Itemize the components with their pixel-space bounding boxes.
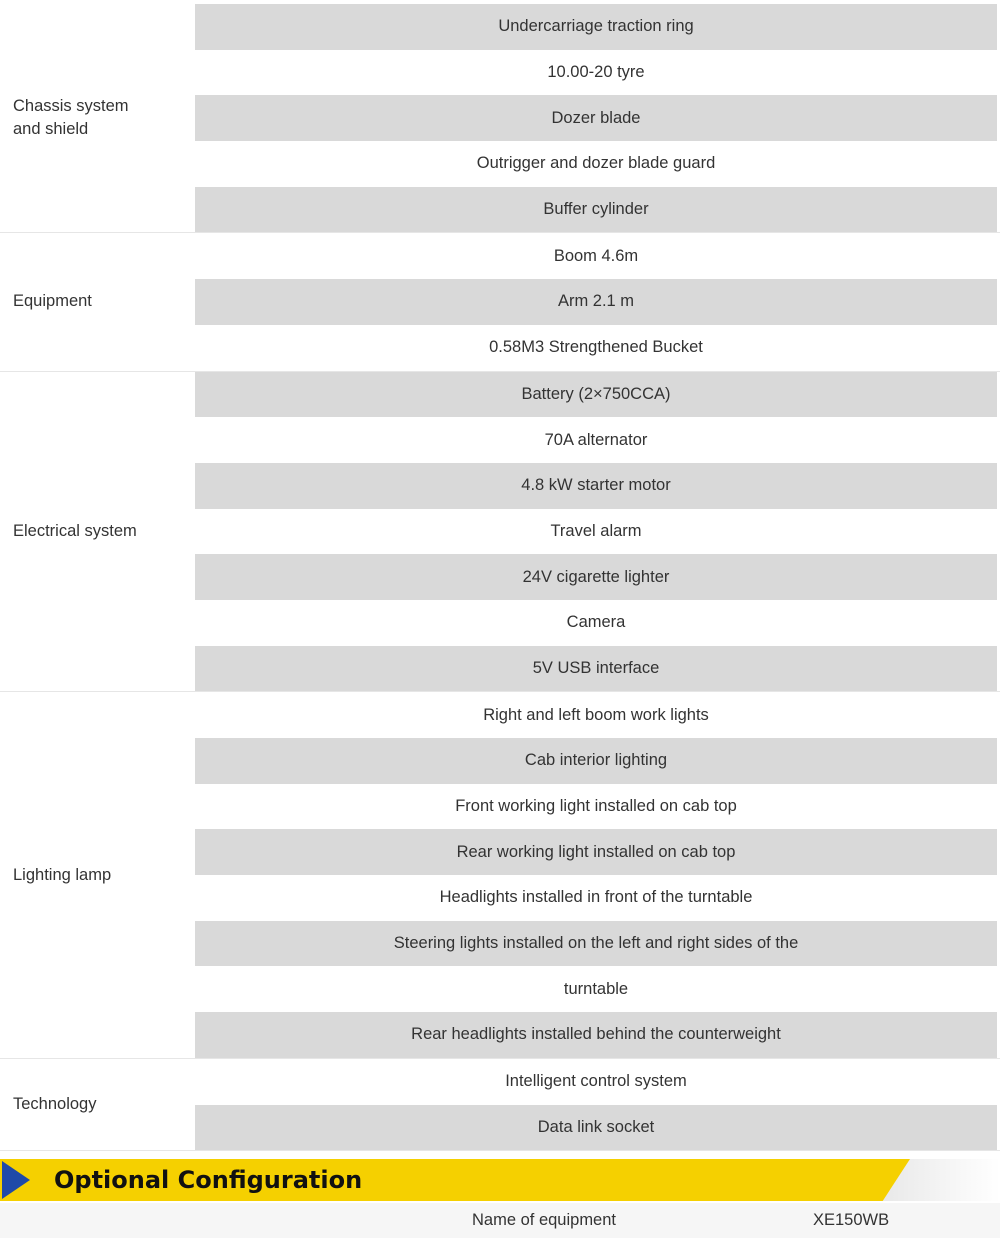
- category-label: Technology: [13, 1095, 97, 1113]
- spec-item: Data link socket: [195, 1105, 997, 1151]
- spec-item: 0.58M3 Strengthened Bucket: [489, 338, 703, 357]
- spec-item: Headlights installed in front of the turntable: [439, 888, 753, 907]
- spec-item: Dozer blade: [195, 95, 997, 141]
- spec-item: 70A alternator: [544, 430, 648, 449]
- spec-item: Battery (2×750CCA): [195, 372, 997, 418]
- spec-item: Arm 2.1 m: [195, 279, 997, 325]
- item-list: [195, 4, 1000, 232]
- spec-item: Rear headlights installed behind the counterweight: [195, 1012, 997, 1058]
- category-label: Electrical system: [13, 521, 137, 540]
- spec-item: Rear working light installed on cab top: [195, 829, 997, 875]
- arrow-right-icon: [2, 1161, 30, 1199]
- category-label: Lighting lamp: [13, 865, 112, 884]
- column-header-model: XE150WB: [813, 1211, 890, 1229]
- spec-group-electrical: [0, 372, 1000, 693]
- spec-item: Right and left boom work lights: [483, 705, 709, 724]
- spec-item: 10.00-20 tyre: [547, 63, 645, 82]
- item-list: [195, 692, 1000, 1058]
- spec-item: Steering lights installed on the left and right sides of the: [195, 921, 997, 967]
- item-list: [195, 1059, 1000, 1150]
- spec-group-chassis: [0, 4, 1000, 233]
- category-label: Chassis system and shield: [13, 97, 129, 139]
- item-list: [195, 233, 1000, 370]
- spec-table: [0, 4, 1000, 1151]
- spec-item: 5V USB interface: [195, 646, 997, 692]
- section-banner: [0, 1159, 1000, 1201]
- spec-group-equipment: [0, 233, 1000, 371]
- spec-item: turntable: [563, 979, 629, 998]
- column-header-equipment: Name of equipment: [472, 1211, 616, 1229]
- spec-item: Front working light installed on cab top: [455, 797, 737, 816]
- category-label: Equipment: [13, 292, 92, 311]
- spec-item: Cab interior lighting: [195, 738, 997, 784]
- spec-item: Travel alarm: [550, 521, 642, 540]
- item-list: [195, 372, 1000, 692]
- spec-item: Camera: [566, 613, 626, 632]
- spec-item: Buffer cylinder: [195, 187, 997, 233]
- spec-item: Intelligent control system: [505, 1072, 687, 1091]
- spec-item: 4.8 kW starter motor: [195, 463, 997, 509]
- spec-item: Outrigger and dozer blade guard: [476, 154, 716, 173]
- optional-table-header: [0, 1203, 1000, 1238]
- spec-group-lighting: [0, 692, 1000, 1059]
- section-title: Optional Configuration: [54, 1166, 363, 1194]
- spec-item: Undercarriage traction ring: [195, 4, 997, 50]
- spec-group-technology: [0, 1059, 1000, 1151]
- spec-item: Boom 4.6m: [553, 246, 639, 265]
- spec-item: 24V cigarette lighter: [195, 554, 997, 600]
